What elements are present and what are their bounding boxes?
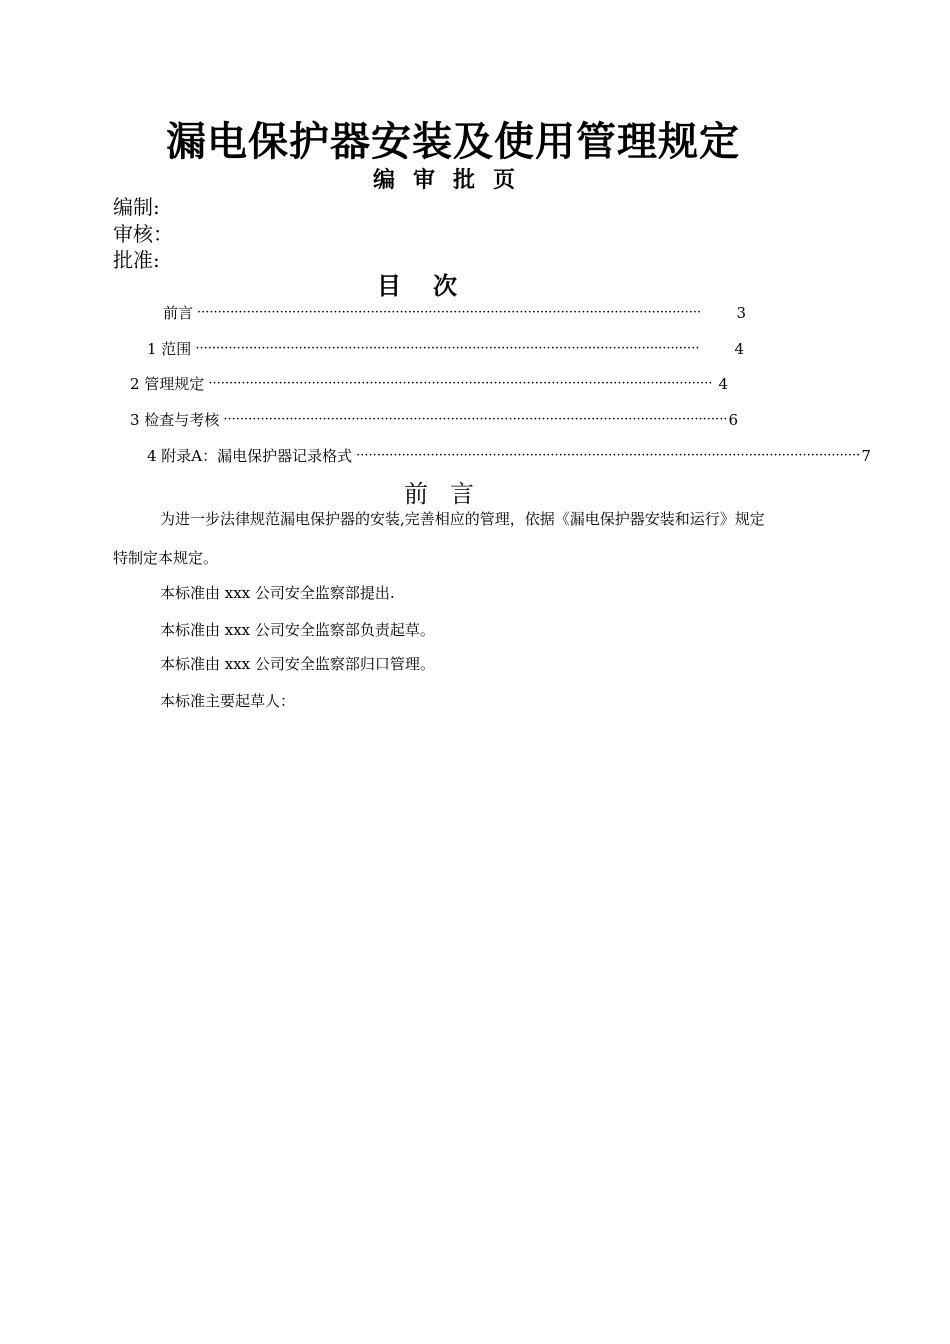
toc-entry[interactable] (147, 338, 744, 360)
toc-entry-page: 4 (734, 340, 744, 358)
toc-entry[interactable] (163, 302, 746, 324)
document-title: 漏电保护器安装及使用管理规定 (166, 119, 740, 165)
preface-paragraph-4: 本标准由 xxx 公司安全监察部归口管理。 (160, 655, 435, 673)
preface-paragraph-1-line-1: 为进一步法律规范漏电保护器的安装,完善相应的管理，依据《漏电保护器安装和运行》规定 (160, 510, 765, 528)
toc-entry-label: 1 范围 (147, 340, 192, 358)
toc-entry-page: 7 (861, 447, 871, 465)
preface-paragraph-5: 本标准主要起草人： (160, 692, 296, 710)
toc-leader-dots: ·························································································································· (197, 305, 702, 320)
preface-paragraph-2: 本标准由 xxx 公司安全监察部提出. (160, 584, 395, 602)
toc-entry[interactable] (130, 409, 739, 431)
toc-heading: 目次 (377, 272, 489, 300)
preface-heading: 前言 (404, 480, 496, 508)
signature-compiled: 编制: (113, 195, 160, 219)
preface-paragraph-1-line-2: 特制定本规定。 (113, 549, 219, 567)
toc-entry[interactable] (130, 373, 728, 395)
toc-leader-dots: ·························································································································· (208, 376, 713, 391)
toc-entry-label: 3 检查与考核 (130, 411, 220, 429)
toc-entry[interactable] (147, 445, 871, 467)
toc-entry-page: 6 (728, 411, 739, 429)
toc-entry-label: 前言 (163, 304, 194, 322)
signature-reviewed: 审核： (113, 222, 173, 246)
toc-entry-page: 3 (736, 304, 746, 322)
toc-leader-dots: ·························································································································· (223, 412, 728, 427)
preface-paragraph-3: 本标准由 xxx 公司安全监察部负责起草。 (160, 621, 435, 639)
toc-entry-page: 4 (718, 375, 728, 393)
toc-entry-label: 2 管理规定 (130, 375, 205, 393)
approval-page-heading: 编审批页 (372, 168, 533, 193)
toc-leader-dots: ·························································································································· (356, 448, 861, 463)
signature-approved: 批准: (113, 248, 160, 272)
toc-leader-dots: ·························································································································· (195, 341, 700, 356)
toc-entry-label: 4 附录A：漏电保护器记录格式 (147, 447, 353, 465)
